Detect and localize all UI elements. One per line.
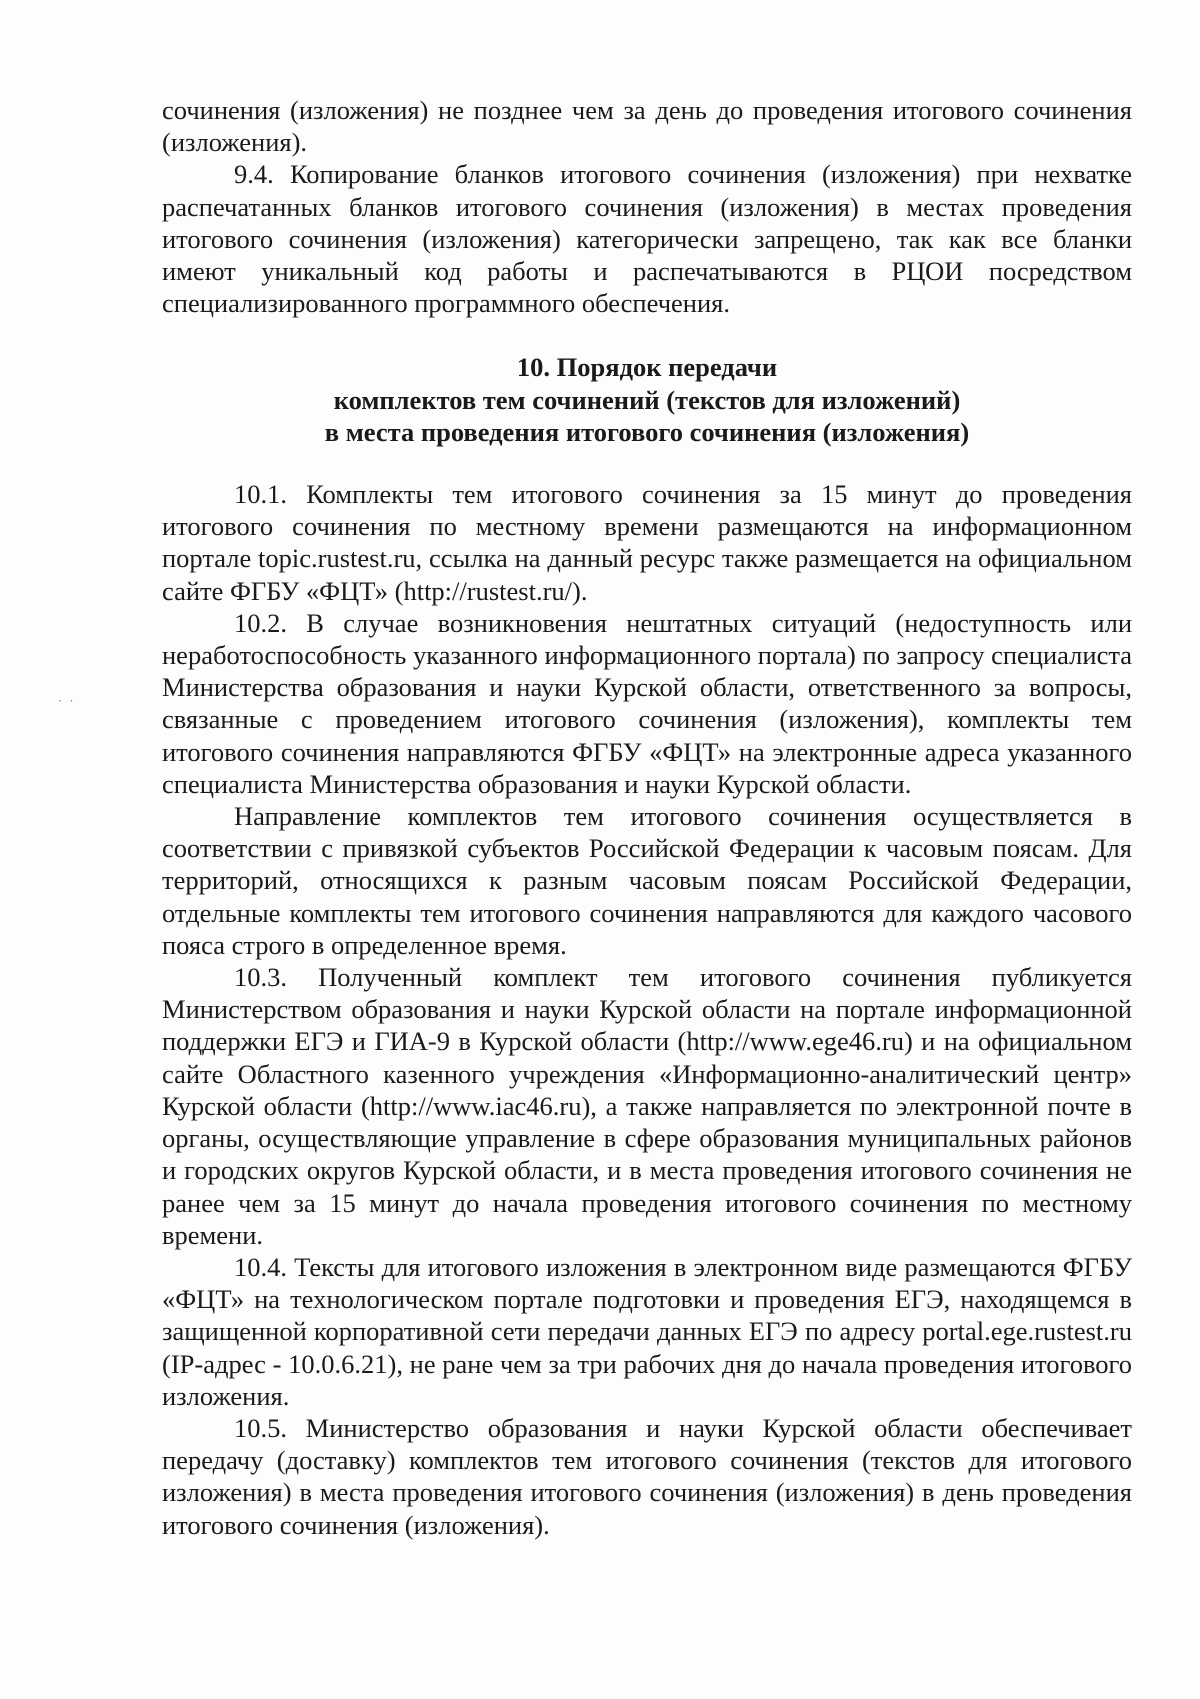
paragraph-10-3: 10.3. Полученный комплект тем итогового сочинения публикуется Министерством образования и науки Курской области на портале информационной поддержки ЕГЭ и ГИА-9 в Курской области (http://www.ege46.ru) и на официальном сайте Областного казенного учреждения «Информационно-аналитический центр» Курской области (http://www.iac46.ru), а также направляется по электронной почте в органы, осуществляющие управление в сфере образования муниципальных районов и городских округов Курской области, и в места проведения итогового сочинения не ранее чем за 15 минут до начала проведения итогового сочинения по местному времени. — [162, 962, 1132, 1250]
paragraph-10-5: 10.5. Министерство образования и науки Курской области обеспечивает передачу (доставку) комплектов тем итогового сочинения (текстов для итогового изложения) в места проведения итогового сочинения (изложения) в день проведения итогового сочинения (изложения). — [162, 1412, 1132, 1540]
document-body — [162, 94, 1132, 1541]
paragraph-continuation: сочинения (изложения) не позднее чем за день до проведения итогового сочинения (изложения). — [162, 95, 1132, 158]
section-heading-line-2: комплектов тем сочинений (текстов для изложений) — [333, 384, 961, 415]
scan-artifact: · · — [58, 694, 76, 708]
paragraph-9-4: 9.4. Копирование бланков итогового сочинения (изложения) при нехватке распечатанных бланков итогового сочинения (изложения) в местах проведения итогового сочинения (изложения) категорически запрещено, так как все бланки имеют уникальный код работы и распечатываются в РЦОИ посредством специализированного программного обеспечения. — [162, 159, 1132, 319]
section-heading-line-3: в места проведения итогового сочинения (изложения) — [324, 416, 970, 447]
section-heading — [162, 351, 1132, 448]
paragraph-10-1: 10.1. Комплекты тем итогового сочинения за 15 минут до проведения итогового сочинения по местному времени размещаются на информационном портале topic.rustest.ru, ссылка на данный ресурс также размещается на официальном сайте ФГБУ «ФЦТ» (http://rustest.ru/). — [162, 479, 1132, 606]
paragraph-10-4: 10.4. Тексты для итогового изложения в электронном виде размещаются ФГБУ «ФЦТ» на технологическом портале подготовки и проведения ЕГЭ, находящемся в защищенной корпоративной сети передачи данных ЕГЭ по адресу portal.ege.rustest.ru (IP-адрес - 10.0.6.21), не ране чем за три рабочих дня до начала проведения итогового изложения. — [162, 1251, 1132, 1411]
section-heading-line-1: 10. Порядок передачи — [516, 352, 778, 383]
paragraph-direction: Направление комплектов тем итогового сочинения осуществляется в соответствии с привязкой субъектов Российской Федерации к часовым поясам. Для территорий, относящихся к разным часовым поясам Российской Федерации, отдельные комплекты тем итогового сочинения направляются для каждого часового пояса строго в определенное время. — [162, 801, 1132, 960]
paragraph-10-2: 10.2. В случае возникновения нештатных ситуаций (недоступность или неработоспособность указанного информационного портала) по запросу специалиста Министерства образования и науки Курской области, ответственного за вопросы, связанные с проведением итогового сочинения (изложения), комплекты тем итогового сочинения направляются ФГБУ «ФЦТ» на электронные адреса указанного специалиста Министерства образования и науки Курской области. — [162, 607, 1132, 799]
